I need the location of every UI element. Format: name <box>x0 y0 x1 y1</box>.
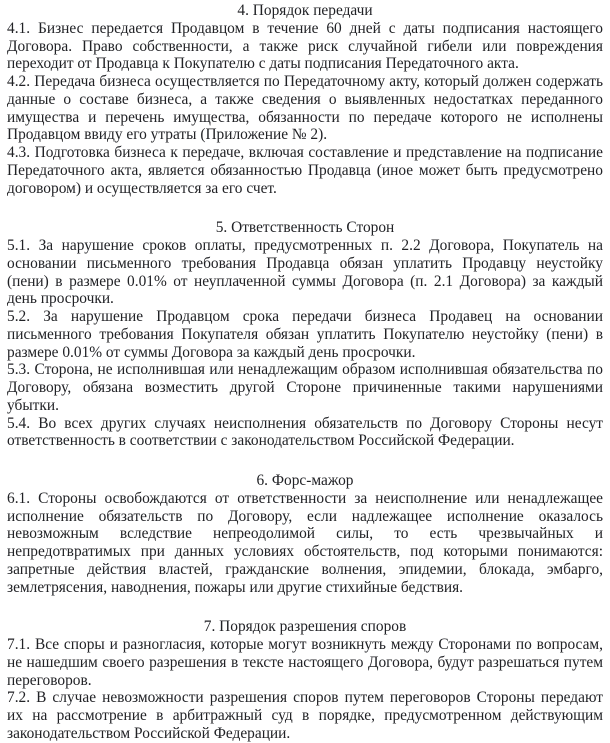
section-dispute-resolution <box>7 618 603 742</box>
paragraph: 5.2. За нарушение Продавцом срока передачи бизнеса Продавец на основании письменного требования Покупателя обязан уплатить Покупателю неустойку (пени) в размере 0.01% от суммы Договора за каждый день просрочки. <box>7 308 603 361</box>
section-heading: 5. Ответственность Сторон <box>215 219 395 237</box>
paragraph: 5.3. Сторона, не исполнившая или ненадлежащим образом исполнившая обязательства по Договору, обязана возместить другой Стороне причиненные такими нарушениями убытки. <box>7 361 603 414</box>
paragraph: 5.4. Во всех других случаях неисполнения обязательств по Договору Стороны несут ответственность в соответствии с законодательством Российской Федерации. <box>7 414 603 450</box>
paragraph: 6.1. Стороны освобождаются от ответственности за неисполнение или ненадлежащее исполнение обязательств по Договору, если надлежащее исполнение оказалось невозможным вследствие непреодолимой силы, то есть чрезвычайных и непредотвратимых при данных условиях обстоятельств, под которыми понимаются: запретные действия властей, гражданские волнения, эпидемии, блокада, эмбарго, землетрясения, наводнения, пожары или другие стихийные бедствия. <box>7 489 603 596</box>
section-transfer-procedure <box>7 2 603 197</box>
section-force-majeure <box>7 472 603 596</box>
paragraph: 7.2. В случае невозможности разрешения споров путем переговоров Стороны передают их на рассмотрение в арбитражный суд в порядке, предусмотренном действующим законодательством Российской Федерации. <box>7 689 603 742</box>
paragraph: 7.1. Все споры и разногласия, которые могут возникнуть между Сторонами по вопросам, не нашедшим своего разрешения в тексте настоящего Договора, будут разрешаться путем переговоров. <box>7 636 603 689</box>
paragraph: 4.3. Подготовка бизнеса к передаче, включая составление и представление на подписание Передаточного акта, является обязанностью Продавца (иное может быть предусмотрено договором) и осуществляется за его счет. <box>7 144 603 197</box>
paragraph: 5.1. За нарушение сроков оплаты, предусмотренных п. 2.2 Договора, Покупатель на основании письменного требования Продавца обязан уплатить Продавцу неустойку (пени) в размере 0.01% от неуплаченной суммы Договора (п. 2.1 Договора) за каждый день просрочки. <box>7 237 603 308</box>
paragraph: 4.2. Передача бизнеса осуществляется по Передаточному акту, который должен содержать данные о составе бизнеса, а также сведения о выявленных недостатках переданного имущества и перечень имущества, обязанности по передаче которого не исполнены Продавцом ввиду его утраты (Приложение № 2). <box>7 73 603 144</box>
section-heading: 4. Порядок передачи <box>237 2 373 19</box>
paragraph: 4.1. Бизнес передается Продавцом в течение 60 дней с даты подписания настоящего Договора. Право собственности, а также риск случайной гибели или повреждения переходит от Продавца к Покупателю с даты подписания Передаточного акта. <box>7 19 603 73</box>
section-heading: 7. Порядок разрешения споров <box>203 618 407 636</box>
section-liability <box>7 219 603 450</box>
section-heading: 6. Форс-мажор <box>256 472 354 489</box>
